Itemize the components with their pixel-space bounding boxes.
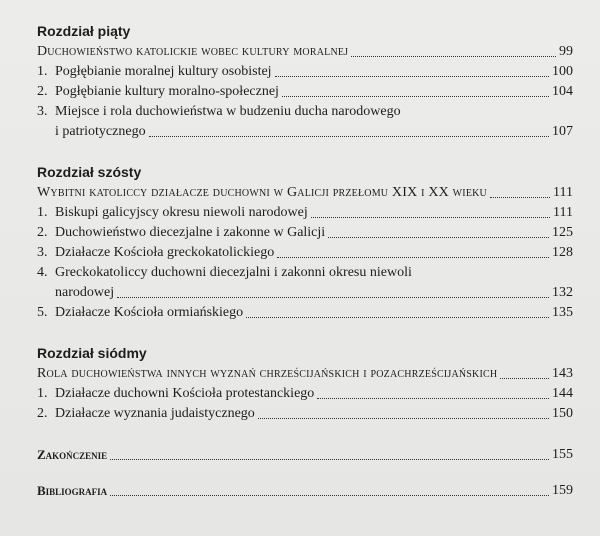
toc-item [37,263,573,303]
dot-leader [490,197,550,198]
dot-leader [246,317,549,318]
page-number: 111 [553,205,573,220]
page-number: 128 [552,245,573,260]
toc-item [37,102,573,142]
item-number: 1. [37,205,48,220]
chapter-heading-6 [37,183,573,203]
page-number: 159 [552,483,573,498]
dot-leader [317,398,549,399]
dot-leader [149,136,549,137]
item-text: Pogłębianie kultury moralno-społecznej [55,84,279,99]
page-number: 111 [553,185,573,200]
item-text: Działacze duchowni Kościoła protestanckiego [55,386,315,401]
page-number: 143 [552,366,573,381]
page-number: 107 [552,124,573,139]
dot-leader [500,378,549,379]
page-number: 104 [552,84,573,99]
toc-item [37,62,573,82]
closing-entry [37,445,573,465]
toc-item [37,82,573,102]
item-number: 4. [37,265,48,280]
item-number: 1. [37,64,48,79]
item-number: 3. [37,245,48,260]
chapter-heading-text: Wybitni katoliccy działacze duchowni w Galicji przełomu XIX i XX wieku [37,185,487,200]
dot-leader [311,217,550,218]
item-text: Działacze Kościoła greckokatolickiego [55,245,275,260]
item-text: Greckokatoliccy duchowni diecezjalni i zakonni okresu niewoli [55,265,412,280]
dot-leader [282,96,549,97]
toc-item [37,223,573,243]
page-number: 100 [552,64,573,79]
chapter-heading-text: Rola duchowieństwa innych wyznań chrześcijańskich i pozachrześcijańskich [37,366,498,381]
item-number: 2. [37,225,48,240]
dot-leader [258,418,549,419]
dot-leader [277,257,549,258]
item-text: Działacze Kościoła ormiańskiego [55,305,244,320]
toc-item [37,404,573,424]
item-text-continued: narodowej [55,285,115,300]
item-text-continued: i patriotycznego [55,124,146,139]
page-number: 132 [552,285,573,300]
item-number: 3. [37,104,48,119]
item-number: 2. [37,84,48,99]
chapter-heading-text: Duchowieństwo katolickie wobec kultury moralnej [37,44,349,59]
item-number: 1. [37,386,48,401]
item-text: Miejsce i rola duchowieństwa w budzeniu ducha narodowego [55,104,401,119]
chapter-title-6: Rozdział szósty [37,164,142,180]
chapter-title-7: Rozdział siódmy [37,345,147,361]
page-number: 99 [559,44,573,59]
dot-leader [275,76,549,77]
chapter-heading-5 [37,42,573,62]
page-number: 155 [552,447,573,462]
dot-leader [110,459,549,460]
toc-item [37,243,573,263]
dot-leader [351,56,556,57]
page-number: 125 [552,225,573,240]
dot-leader [117,297,549,298]
bibliography-entry [37,481,573,501]
toc-item [37,384,573,404]
dot-leader [110,495,549,496]
chapter-title-5: Rozdział piąty [37,23,131,39]
item-text: Działacze wyznania judaistycznego [55,406,255,421]
item-text: Pogłębianie moralnej kultury osobistej [55,64,272,79]
item-text: Biskupi galicyjscy okresu niewoli narodowej [55,205,308,220]
bibliography-label: Bibliografia [37,483,108,498]
page-number: 150 [552,406,573,421]
table-of-contents [37,22,573,501]
page-number: 144 [552,386,573,401]
item-text: Duchowieństwo diecezjalne i zakonne w Galicji [55,225,326,240]
dot-leader [328,237,549,238]
item-number: 5. [37,305,48,320]
page-number: 135 [552,305,573,320]
toc-item [37,203,573,223]
item-number: 2. [37,406,48,421]
chapter-heading-7 [37,364,573,384]
closing-label: Zakończenie [37,447,108,462]
toc-item [37,303,573,323]
